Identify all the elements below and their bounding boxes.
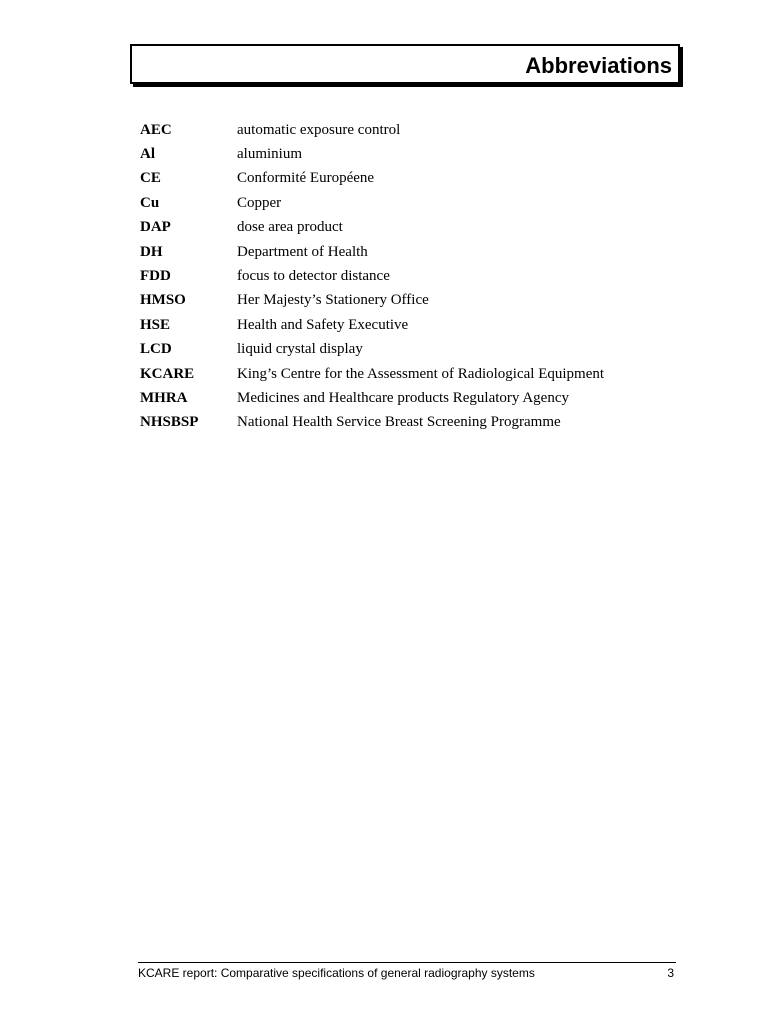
abbreviation-row: [140, 118, 604, 142]
abbreviation-definition: focus to detector distance: [237, 268, 390, 285]
abbreviation-definition: Department of Health: [237, 243, 368, 260]
abbreviation-row: [140, 142, 604, 166]
abbreviation-definition: dose area product: [237, 219, 343, 236]
abbreviation-row: [140, 264, 604, 288]
abbreviation-definition: Conformité Européene: [237, 170, 375, 187]
abbreviation-term: AEC: [140, 121, 172, 138]
abbreviation-row: [140, 240, 604, 264]
abbreviation-row: [140, 191, 604, 215]
abbreviation-term: Cu: [140, 194, 160, 211]
abbreviation-term: MHRA: [140, 389, 188, 406]
abbreviation-definition: aluminium: [237, 146, 302, 163]
abbreviation-term: HSE: [140, 316, 171, 333]
abbreviation-definition: Medicines and Healthcare products Regulatory Agency: [237, 389, 569, 406]
abbreviation-definition: Copper: [237, 194, 282, 211]
abbreviation-row: [140, 386, 604, 410]
footer-report-title: KCARE report: Comparative specifications of general radiography systems: [138, 966, 535, 980]
abbreviation-row: [140, 167, 604, 191]
page-footer: [138, 962, 676, 980]
abbreviation-row: [140, 362, 604, 386]
abbreviation-row: [140, 313, 604, 337]
abbreviation-definition: automatic exposure control: [237, 121, 401, 138]
abbreviation-definition: National Health Service Breast Screening Programme: [237, 414, 561, 431]
abbreviation-row: [140, 289, 604, 313]
abbreviation-definition: Health and Safety Executive: [237, 316, 409, 333]
abbreviation-row: [140, 338, 604, 362]
abbreviation-term: NHSBSP: [140, 414, 199, 431]
abbreviation-definition: Her Majesty’s Stationery Office: [237, 292, 429, 309]
page-title-box: [130, 44, 680, 84]
abbreviation-term: Al: [140, 146, 155, 163]
abbreviation-term: DAP: [140, 219, 171, 236]
abbreviation-list: [140, 118, 604, 435]
abbreviation-term: HMSO: [140, 292, 186, 309]
page-title: Abbreviations: [525, 53, 672, 78]
abbreviation-term: KCARE: [140, 365, 195, 382]
abbreviation-definition: liquid crystal display: [237, 341, 363, 358]
abbreviation-term: FDD: [140, 268, 171, 285]
abbreviation-definition: King’s Centre for the Assessment of Radiological Equipment: [237, 365, 605, 382]
abbreviation-term: CE: [140, 170, 161, 187]
abbreviation-row: [140, 216, 604, 240]
abbreviation-term: LCD: [140, 341, 172, 358]
page-number: 3: [667, 966, 674, 980]
abbreviation-term: DH: [140, 243, 163, 260]
abbreviation-row: [140, 411, 604, 435]
